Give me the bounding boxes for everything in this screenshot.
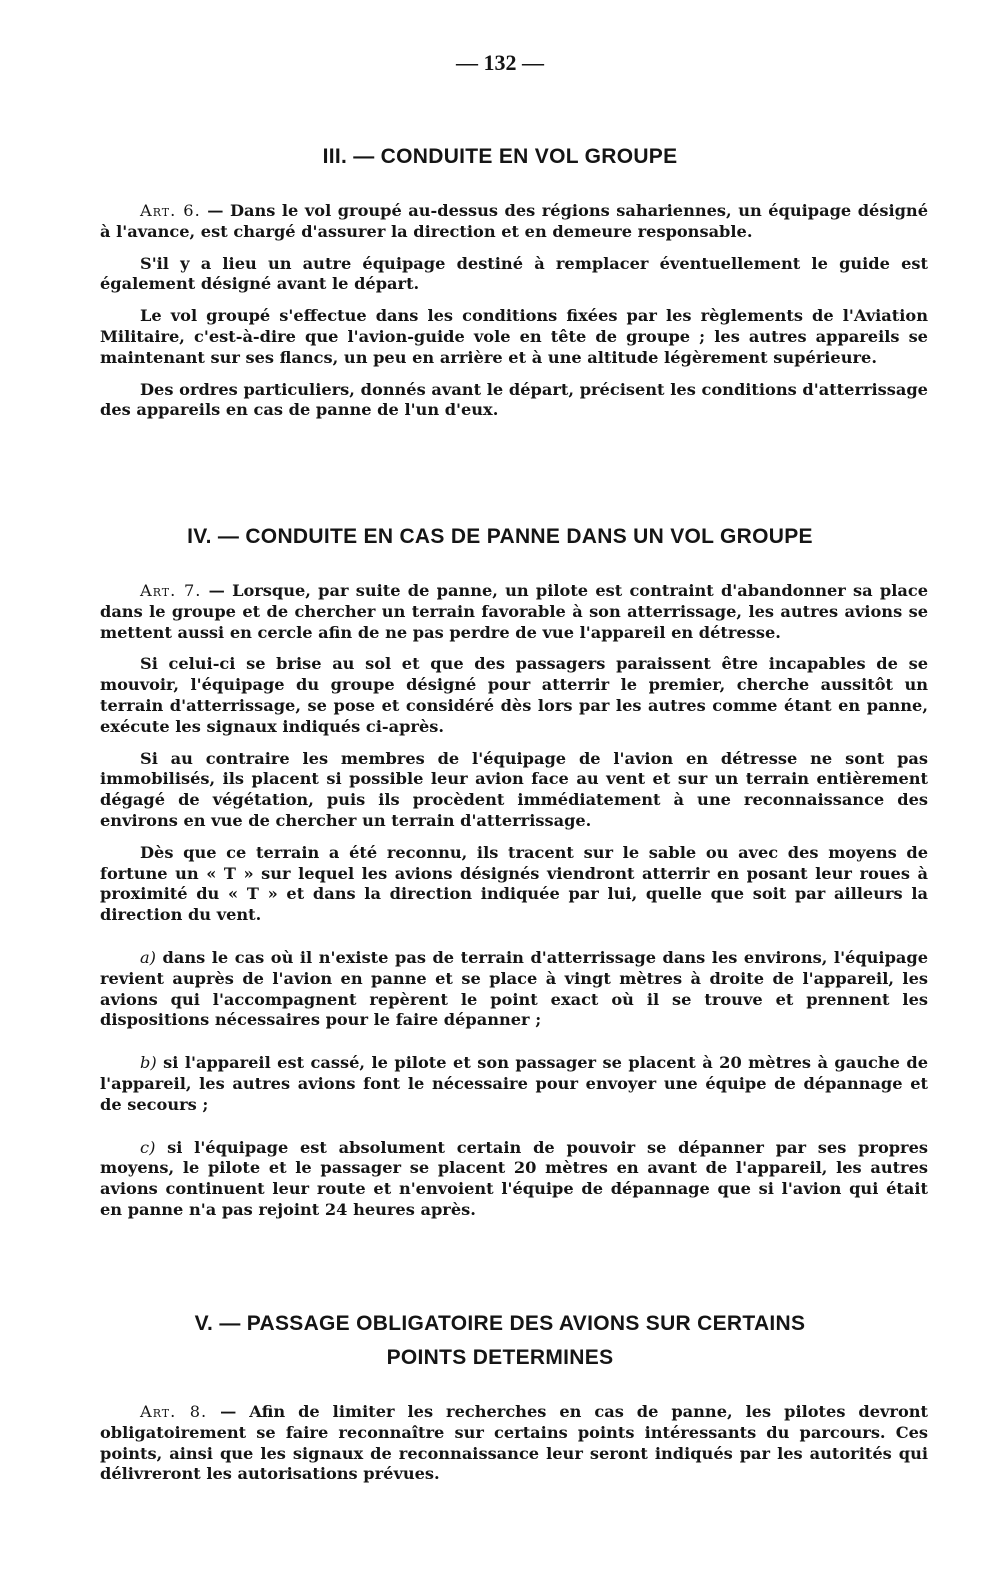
article-7-paragraph: [100, 581, 928, 643]
item-letter: b): [140, 1053, 157, 1073]
paragraph-text: — Afin de limiter les recherches en cas de panne, les pilotes devront obligatoirement se faire reconnaître sur certains points intéressants du parcours. Ces points, ainsi que les signaux de reconnaissance leur seront indiqués par les autorités qui délivreront les autorisations prévues.: [100, 1402, 928, 1484]
section-heading-v-line1: V. — PASSAGE OBLIGATOIRE DES AVIONS SUR CERTAINS: [194, 1312, 806, 1335]
paragraph: Le vol groupé s'effectue dans les conditions fixées par les règlements de l'Aviation Militaire, c'est-à-dire que l'avion-guide vole en tête de groupe ; les autres appareils se maintenant sur ses flancs, un peu en arrière et à une altitude légèrement supérieure.: [100, 306, 928, 367]
item-letter: a): [140, 947, 156, 967]
section-v-body: [100, 1402, 928, 1485]
article-8-paragraph: [100, 1402, 928, 1485]
paragraph: S'il y a lieu un autre équipage destiné à remplacer éventuellement le guide est également désigné avant le départ.: [100, 253, 928, 294]
item-letter: c): [140, 1137, 156, 1157]
list-item-a: [100, 948, 928, 1031]
article-label: Art. 6.: [140, 201, 201, 220]
paragraph-text: — Dans le vol groupé au-dessus des régions sahariennes, un équipage désigné à l'avance, est chargé d'assurer la direction et en demeure responsable.: [100, 201, 929, 241]
list-item-b: [100, 1053, 928, 1115]
section-heading-iv: IV. — CONDUITE EN CAS DE PANNE DANS UN VOL GROUPE: [187, 525, 813, 548]
paragraph: Si au contraire les membres de l'équipage de l'avion en détresse ne sont pas immobilisés, ils placent si possible leur avion face au vent et sur un terrain entièrement dégagé de végétation, puis ils procèdent immédiatement à une reconnaissance des environs en vue de chercher un terrain d'atterrissage.: [100, 748, 928, 830]
item-text: dans le cas où il n'existe pas de terrain d'atterrissage dans les environs, l'équipage revient auprès de l'avion en panne et se place à vingt mètres à droite de l'appareil, les avions qui l'accompagnent repèrent le point exact où il se trouve et prennent les dispositions nécessaires pour le faire dépanner ;: [100, 947, 928, 1030]
paragraph: Des ordres particuliers, donnés avant le départ, précisent les conditions d'atterrissage des appareils en cas de panne de l'un d'eux.: [100, 379, 928, 420]
section-heading-iii: III. — CONDUITE EN VOL GROUPE: [322, 145, 678, 168]
section-iii-body: [100, 201, 928, 421]
item-text: si l'appareil est cassé, le pilote et son passager se placent à 20 mètres à gauche de l'appareil, les autres avions font le nécessaire pour envoyer une équipe de dépannage et de secours ;: [100, 1053, 928, 1114]
section-heading-v-line2: POINTS DETERMINES: [386, 1346, 614, 1369]
article-label: Art. 8.: [140, 1402, 208, 1421]
page-number: — 132 —: [456, 50, 544, 75]
paragraph: Dès que ce terrain a été reconnu, ils tracent sur le sable ou avec des moyens de fortune un « T » sur lequel les avions désignés viendront atterrir en posant leur roues à proximité du « T » et dans la direction indiquée par lui, quelle que soit par ailleurs la direction du vent.: [100, 842, 928, 925]
list-item-c: [100, 1138, 928, 1221]
item-text: si l'équipage est absolument certain de pouvoir se dépanner par ses propres moyens, le pilote et le passager se placent 20 mètres en avant de l'appareil, les autres avions continuent leur route et n'envoient l'équipe de dépannage que si l'avion qui était en panne n'a pas rejoint 24 heures après.: [100, 1137, 928, 1219]
article-label: Art. 7.: [140, 581, 202, 600]
paragraph-text: — Lorsque, par suite de panne, un pilote est contraint d'abandonner sa place dans le groupe et de chercher un terrain favorable à son atterrissage, les autres avions se mettent aussi en cercle afin de ne pas perdre de vue l'appareil en détresse.: [100, 581, 928, 642]
section-iv-body: [100, 581, 928, 1221]
paragraph: Si celui-ci se brise au sol et que des passagers paraissent être incapables de se mouvoir, l'équipage du groupe désigné pour atterrir le premier, cherche aussitôt un terrain d'atterrissage, se pose et considéré dès lors par les autres comme étant en panne, exécute les signaux indiqués ci-après.: [100, 654, 928, 736]
article-6-paragraph: [100, 201, 928, 243]
